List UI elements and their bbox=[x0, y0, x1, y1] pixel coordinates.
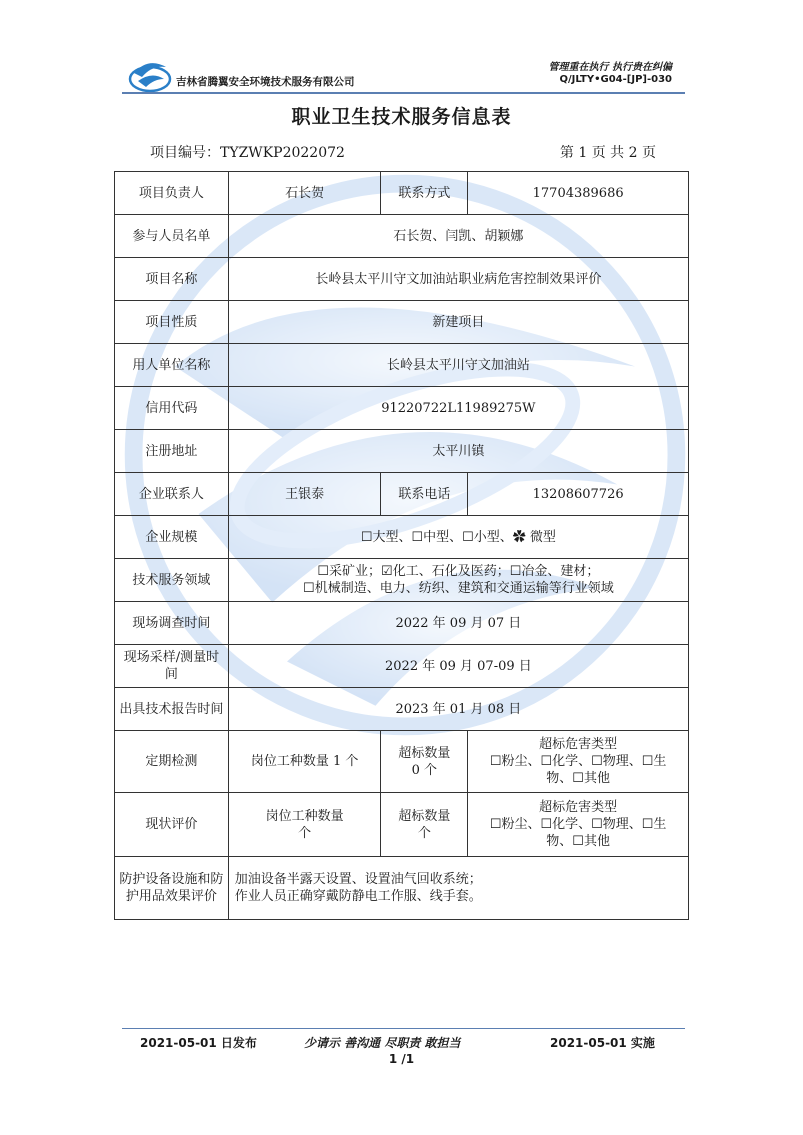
company-name: 吉林省腾翼安全环境技术服务有限公司 bbox=[176, 76, 355, 88]
periodic-hazard-types bbox=[468, 731, 689, 793]
leader-label: 项目负责人 bbox=[115, 172, 229, 215]
project-name-value: 长岭县太平川守文加油站职业病危害控制效果评价 bbox=[228, 258, 688, 301]
credit-code-label: 信用代码 bbox=[115, 387, 229, 430]
employer-value: 长岭县太平川守文加油站 bbox=[228, 344, 688, 387]
page-title: 职业卫生技术服务信息表 bbox=[291, 106, 512, 128]
project-number: 项目编号：TYZWKP2022072 bbox=[150, 145, 345, 161]
report-time-label: 出具技术报告时间 bbox=[115, 688, 229, 731]
status-posts-count: 个 bbox=[298, 825, 312, 841]
status-hazard-title: 超标危害类型 bbox=[539, 800, 618, 815]
page-info: 第 1 页 共 2 页 bbox=[559, 145, 656, 161]
survey-time-value: 2022 年 09 月 07 日 bbox=[228, 602, 688, 645]
scale-value: ☐大型、☐中型、☐小型、✿ 微型 bbox=[228, 516, 688, 559]
periodic-exceed-value bbox=[381, 731, 468, 793]
status-hazard-types bbox=[468, 793, 689, 857]
periodic-posts-value: 岗位工种数量 1 个 bbox=[228, 731, 381, 793]
project-nature-value: 新建项目 bbox=[228, 301, 688, 344]
protection-label: 防护设备设施和防护用品效果评价 bbox=[115, 857, 229, 920]
company-logo-icon bbox=[128, 55, 172, 95]
contact-label: 联系方式 bbox=[381, 172, 468, 215]
document-number: Q/JLTY•G04-[JP]-030 bbox=[559, 74, 672, 85]
credit-code-value: 91220722L11989275W bbox=[228, 387, 688, 430]
domain-value bbox=[228, 559, 688, 602]
report-time-value: 2023 年 01 月 08 日 bbox=[228, 688, 688, 731]
members-label: 参与人员名单 bbox=[115, 215, 229, 258]
phone-label: 联系电话 bbox=[381, 473, 468, 516]
leader-value: 石长贺 bbox=[228, 172, 381, 215]
periodic-exceed-count: 0 个 bbox=[411, 762, 438, 778]
status-hazard-options-1: ☐粉尘、☐化学、☐物理、☐生 bbox=[489, 817, 667, 832]
company-contact-value: 王银泰 bbox=[228, 473, 381, 516]
effective-date: 2021-05-01 实施 bbox=[550, 1036, 655, 1050]
domain-line-1: ☐采矿业；☑化工、石化及医药；☐冶金、建材； bbox=[317, 564, 600, 579]
status-posts-title: 岗位工种数量 bbox=[265, 808, 344, 824]
status-exceed-count: 个 bbox=[417, 825, 431, 841]
status-hazard-options-2: 物、☐其他 bbox=[546, 834, 610, 849]
status-eval-label: 现状评价 bbox=[115, 793, 229, 857]
periodic-hazard-options-2: 物、☐其他 bbox=[546, 771, 610, 786]
periodic-hazard-options-1: ☐粉尘、☐化学、☐物理、☐生 bbox=[489, 754, 667, 769]
header-divider bbox=[122, 92, 685, 94]
domain-line-2: ☐机械制造、电力、纺织、建筑和交通运输等行业领域 bbox=[303, 581, 614, 596]
status-exceed-title: 超标数量 bbox=[398, 808, 451, 824]
status-exceed-value bbox=[381, 793, 468, 857]
issued-date: 2021-05-01 日发布 bbox=[140, 1036, 257, 1050]
company-contact-label: 企业联系人 bbox=[115, 473, 229, 516]
protection-line-2: 作业人员正确穿戴防静电工作服、线手套。 bbox=[234, 889, 482, 904]
footer-slogan: 少请示 善沟通 尽职责 敢担当 bbox=[304, 1036, 461, 1050]
protection-value bbox=[228, 857, 688, 920]
survey-time-label: 现场调查时间 bbox=[115, 602, 229, 645]
address-value: 太平川镇 bbox=[228, 430, 688, 473]
phone-value: 13208607726 bbox=[468, 473, 689, 516]
header-motto: 管理重在执行 执行贵在纠偏 bbox=[548, 62, 672, 73]
footer-divider bbox=[122, 1028, 685, 1029]
periodic-exceed-title: 超标数量 bbox=[398, 745, 451, 761]
page-number: 1 /1 bbox=[388, 1052, 415, 1066]
employer-label: 用人单位名称 bbox=[115, 344, 229, 387]
project-name-label: 项目名称 bbox=[115, 258, 229, 301]
members-value: 石长贺、闫凯、胡颖娜 bbox=[228, 215, 688, 258]
scale-label: 企业规模 bbox=[115, 516, 229, 559]
protection-line-1: 加油设备半露天设置、设置油气回收系统； bbox=[234, 872, 482, 887]
periodic-test-label: 定期检测 bbox=[115, 731, 229, 793]
sampling-time-value: 2022 年 09 月 07-09 日 bbox=[228, 645, 688, 688]
address-label: 注册地址 bbox=[115, 430, 229, 473]
service-info-table bbox=[114, 171, 689, 920]
contact-value: 17704389686 bbox=[468, 172, 689, 215]
status-posts-value bbox=[228, 793, 381, 857]
project-nature-label: 项目性质 bbox=[115, 301, 229, 344]
sampling-time-label: 现场采样/测量时间 bbox=[115, 645, 229, 688]
periodic-hazard-title: 超标危害类型 bbox=[539, 737, 618, 752]
domain-label: 技术服务领域 bbox=[115, 559, 229, 602]
